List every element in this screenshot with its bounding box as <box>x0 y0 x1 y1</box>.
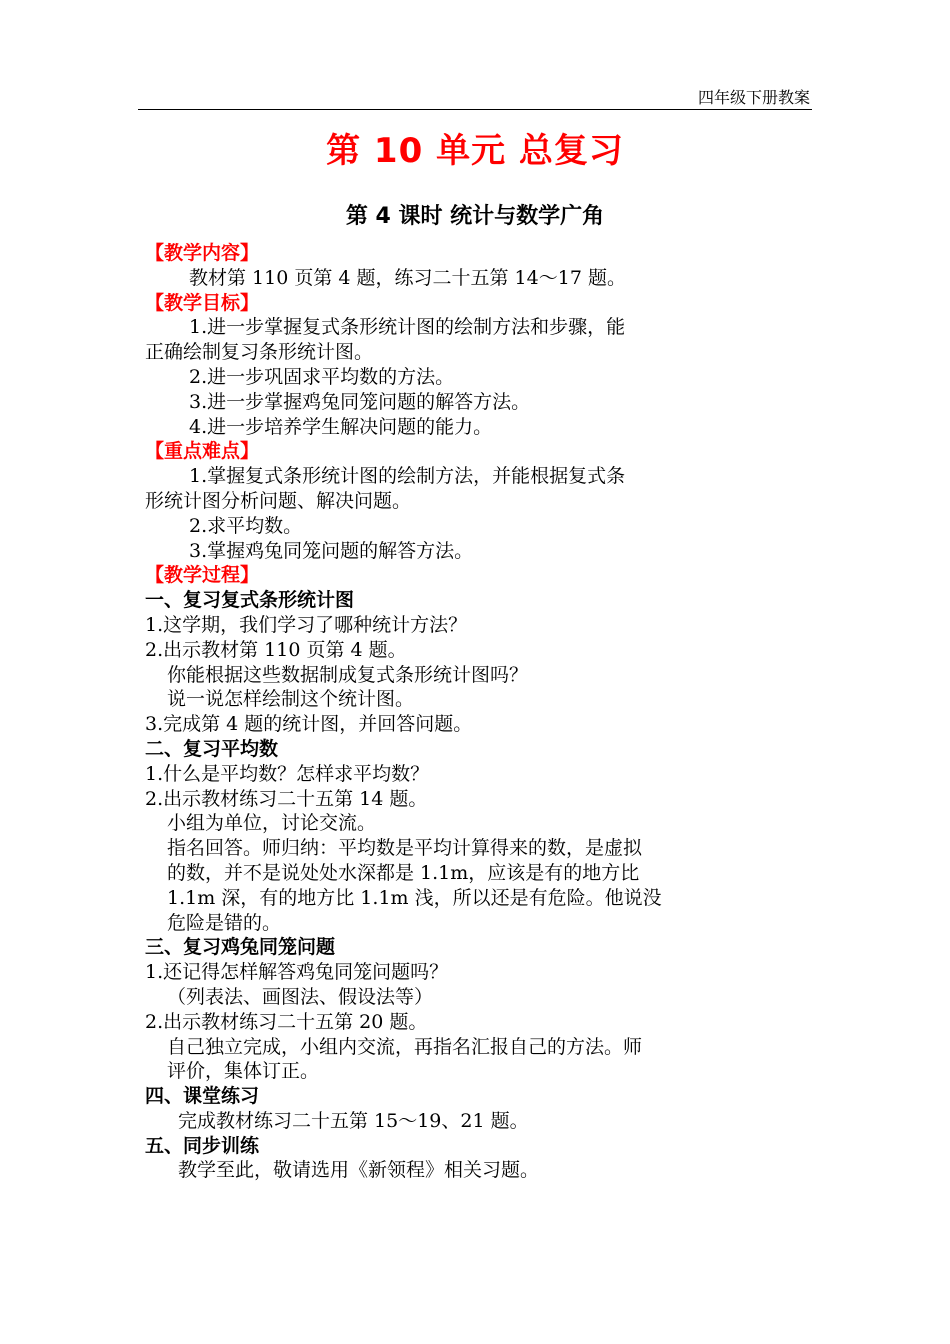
subsection-head-4: 四、课堂练习 <box>145 1085 260 1108</box>
paragraph: （列表法、画图法、假设法等） <box>167 985 434 1008</box>
unit-title: 第 10 单元 总复习 <box>326 131 624 171</box>
paragraph: 3.掌握鸡兔同笼问题的解答方法。 <box>189 539 474 562</box>
paragraph: 教材第 110 页第 4 题，练习二十五第 14～17 题。 <box>189 266 626 289</box>
header-divider <box>138 109 812 110</box>
paragraph: 你能根据这些数据制成复式条形统计图吗？ <box>167 663 529 686</box>
paragraph: 1.还记得怎样解答鸡兔同笼问题吗？ <box>145 961 449 984</box>
paragraph: 1.这学期，我们学习了哪种统计方法？ <box>145 613 468 636</box>
lesson-plan-body <box>145 241 725 1183</box>
subsection-head-1: 一、复习复式条形统计图 <box>145 589 355 612</box>
paragraph: 完成教材练习二十五第 15～19、21 题。 <box>178 1109 529 1132</box>
paragraph: 说一说怎样绘制这个统计图。 <box>167 688 415 711</box>
subsection-head-2: 二、复习平均数 <box>145 737 279 760</box>
lesson-title: 第 4 课时 统计与数学广角 <box>345 204 605 229</box>
subsection-head-3: 三、复习鸡兔同笼问题 <box>145 936 336 959</box>
paragraph: 正确绘制复习条形统计图。 <box>145 341 374 364</box>
paragraph: 危险是错的。 <box>167 911 282 934</box>
paragraph: 1.什么是平均数？怎样求平均数？ <box>145 762 430 785</box>
paragraph: 1.进一步掌握复式条形统计图的绘制方法和步骤，能 <box>189 316 626 339</box>
paragraph: 1.1m 深，有的地方比 1.1m 浅，所以还是有危险。他说没 <box>167 886 662 909</box>
paragraph: 4.进一步培养学生解决问题的能力。 <box>189 415 493 438</box>
paragraph: 自己独立完成，小组内交流，再指名汇报自己的方法。师 <box>167 1035 643 1058</box>
paragraph: 评价，集体订正。 <box>167 1060 320 1083</box>
paragraph: 3.进一步掌握鸡兔同笼问题的解答方法。 <box>189 390 531 413</box>
paragraph: 2.求平均数。 <box>189 514 303 537</box>
paragraph: 小组为单位，讨论交流。 <box>167 812 377 835</box>
section-head-key-points: 【重点难点】 <box>145 440 260 463</box>
section-head-teaching-process: 【教学过程】 <box>145 564 260 587</box>
paragraph: 2.出示教材练习二十五第 20 题。 <box>145 1010 428 1033</box>
paragraph: 1.掌握复式条形统计图的绘制方法，并能根据复式条 <box>189 465 626 488</box>
header-text: 四年级下册教案 <box>697 88 810 107</box>
paragraph: 的数，并不是说处处水深都是 1.1m，应该是有的地方比 <box>167 861 640 884</box>
paragraph: 2.出示教材第 110 页第 4 题。 <box>145 638 407 661</box>
section-head-teaching-goals: 【教学目标】 <box>145 291 260 314</box>
paragraph: 3.完成第 4 题的统计图，并回答问题。 <box>145 713 473 736</box>
paragraph: 指名回答。师归纳：平均数是平均计算得来的数，是虚拟 <box>167 837 643 860</box>
paragraph: 2.进一步巩固求平均数的方法。 <box>189 365 455 388</box>
paragraph: 形统计图分析问题、解决问题。 <box>145 489 412 512</box>
section-head-teaching-content: 【教学内容】 <box>145 242 260 264</box>
paragraph: 教学至此，敬请选用《新领程》相关习题。 <box>178 1159 540 1182</box>
paragraph: 2.出示教材练习二十五第 14 题。 <box>145 787 428 810</box>
subsection-head-5: 五、同步训练 <box>145 1134 260 1157</box>
